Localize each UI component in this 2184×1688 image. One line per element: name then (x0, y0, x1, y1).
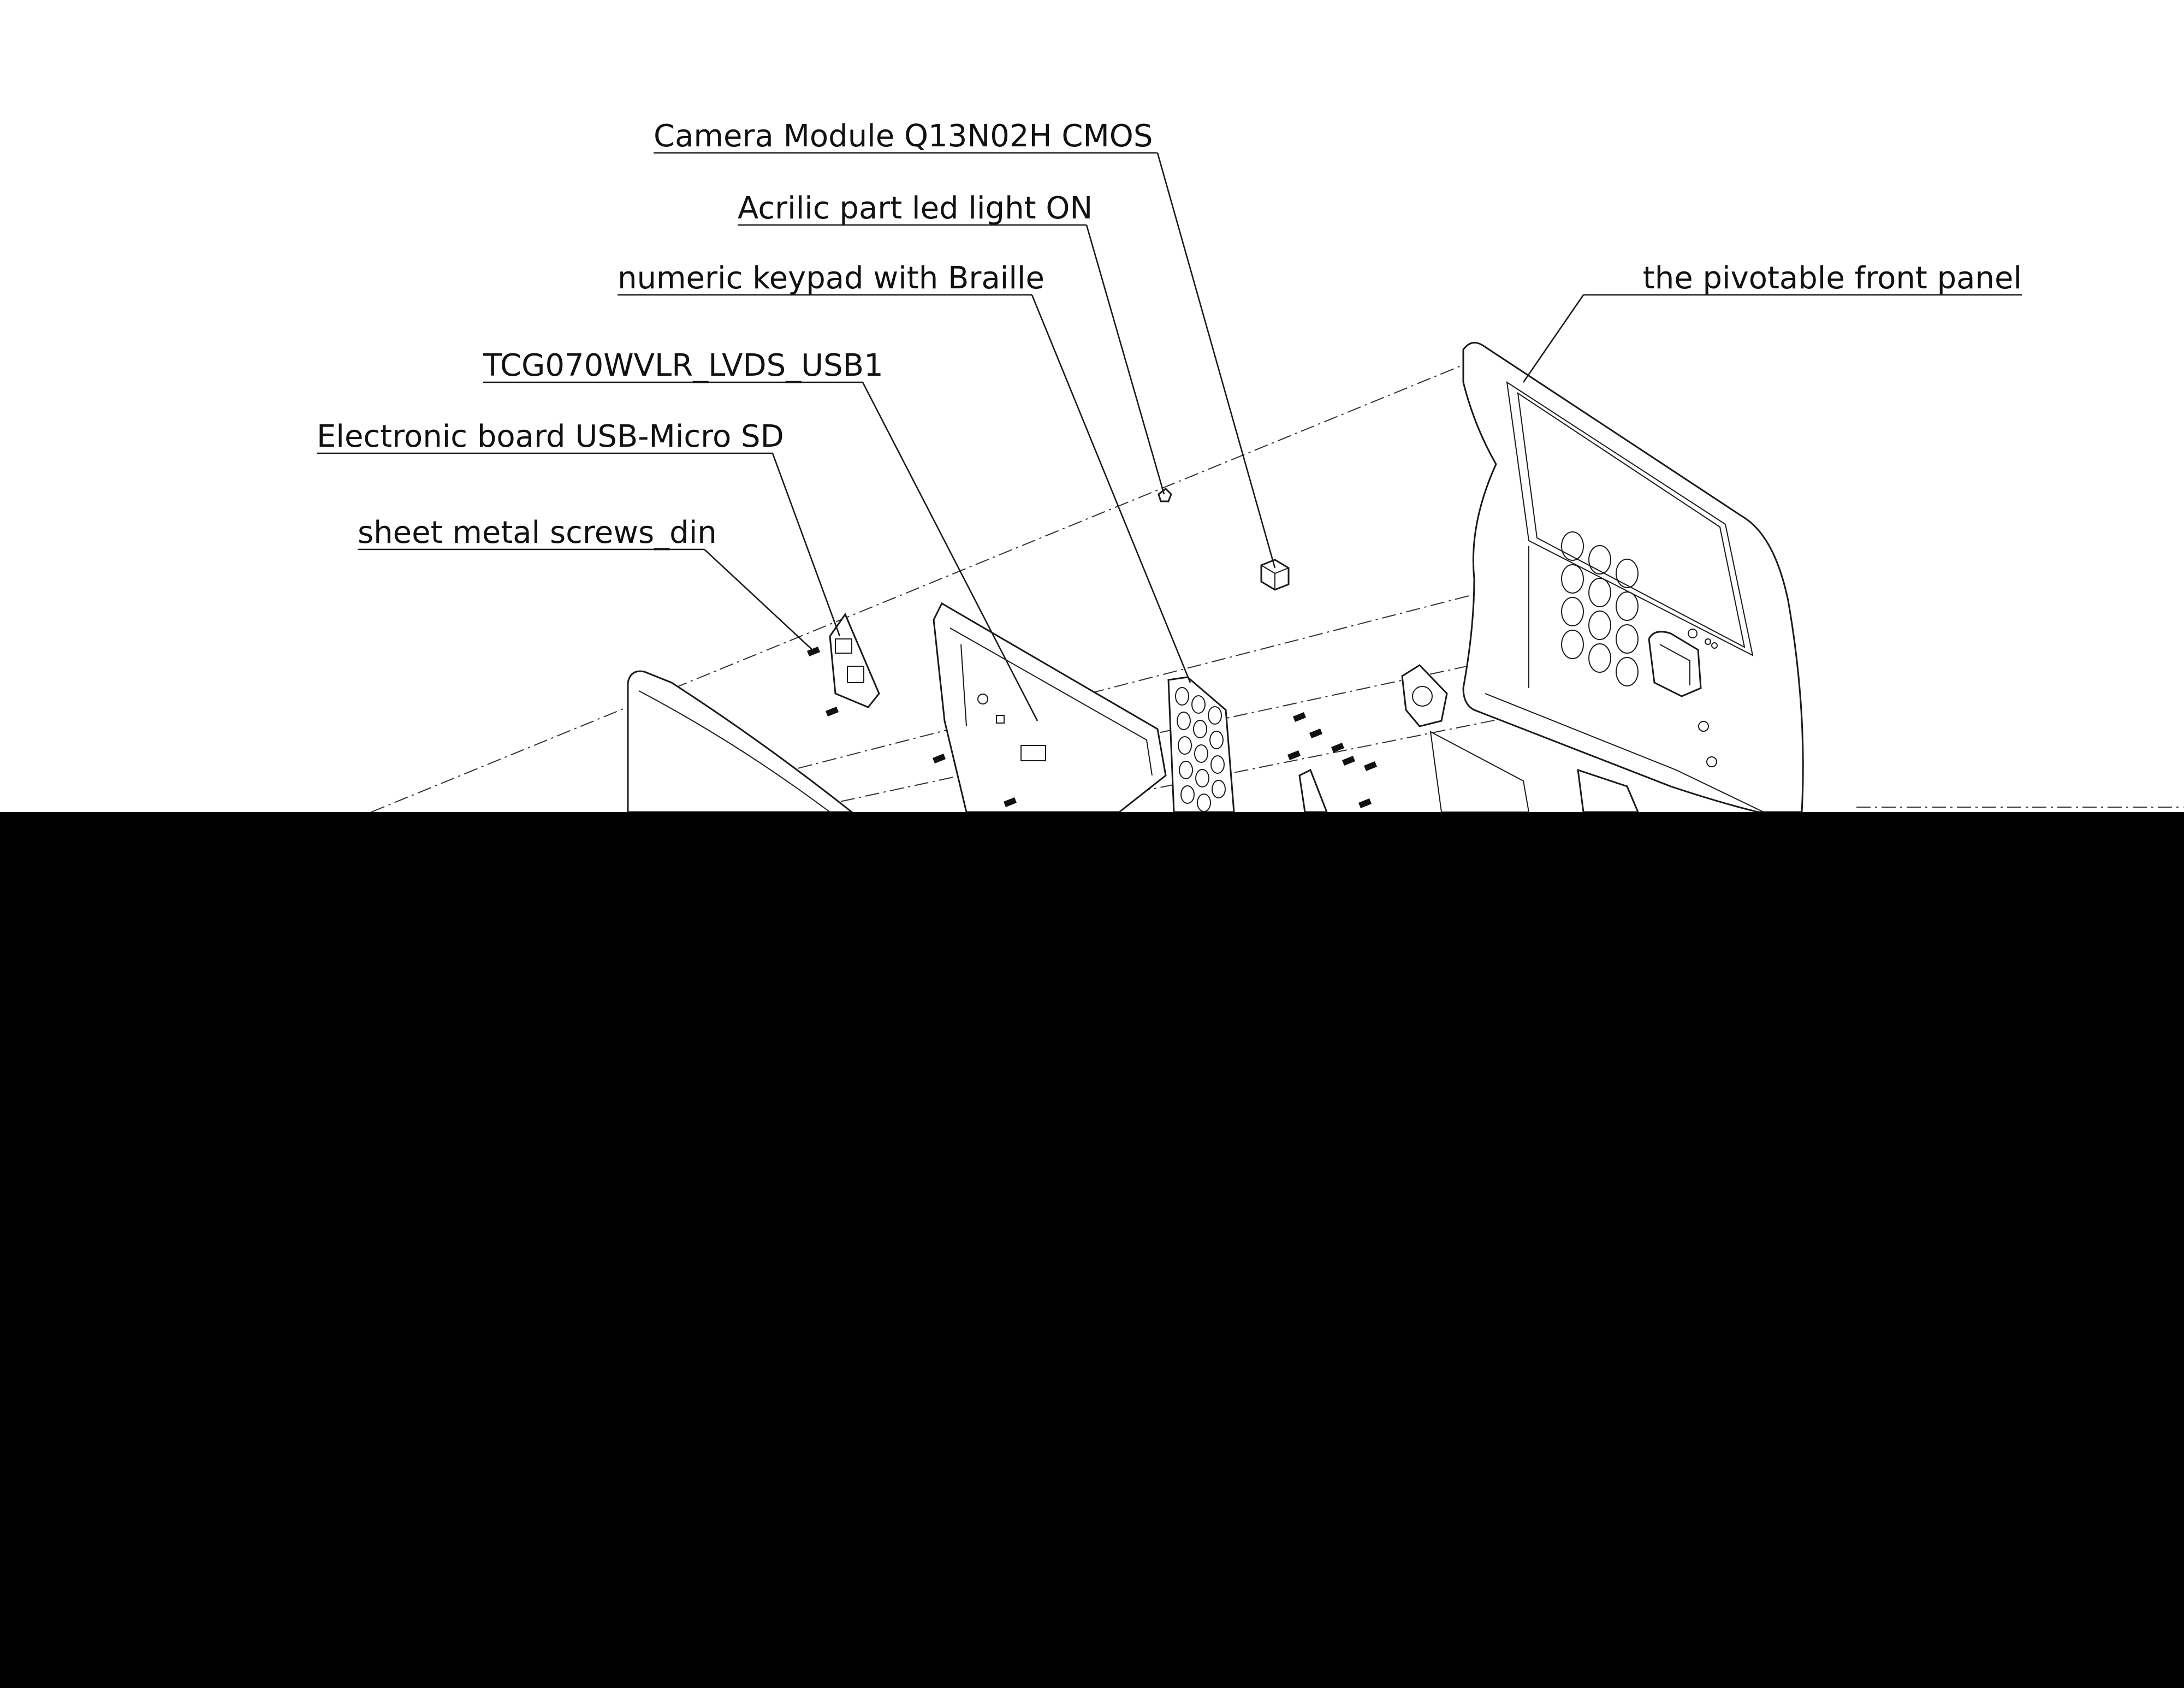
callout-label-board: Electronic board USB-Micro SD (317, 419, 784, 454)
keypad-part (1168, 677, 1234, 812)
callout-label-keypad: numeric keypad with Braille (618, 260, 1044, 296)
callout-camera (654, 119, 1158, 154)
callout-keypad (618, 260, 1044, 296)
callout-display (483, 348, 883, 383)
acrylic-part (1159, 489, 1171, 501)
leader-camera (1158, 153, 1275, 568)
callout-label-screws: sheet metal screws_din (358, 515, 717, 550)
redacted-region (0, 812, 2184, 1688)
leader-acrylic (1087, 225, 1164, 494)
callout-front-panel (1583, 260, 2022, 296)
rear-shell-part (628, 671, 852, 812)
display-module-part (934, 603, 1166, 812)
callout-acrylic (738, 191, 1093, 226)
callout-label-camera: Camera Module Q13N02H CMOS (654, 119, 1153, 154)
leader-screws (704, 549, 814, 651)
leader-board (773, 453, 840, 636)
front-panel-part (1463, 343, 1803, 813)
callout-label-display: TCG070WVLR_LVDS_USB1 (483, 348, 883, 383)
callout-board (317, 419, 784, 454)
callout-label-acrylic: Acrilic part led light ON (738, 191, 1093, 226)
callout-label-front-panel: the pivotable front panel (1642, 260, 2022, 296)
camera-module-part (1261, 560, 1289, 590)
leader-front-panel (1523, 295, 1583, 382)
callout-screws (358, 515, 717, 550)
